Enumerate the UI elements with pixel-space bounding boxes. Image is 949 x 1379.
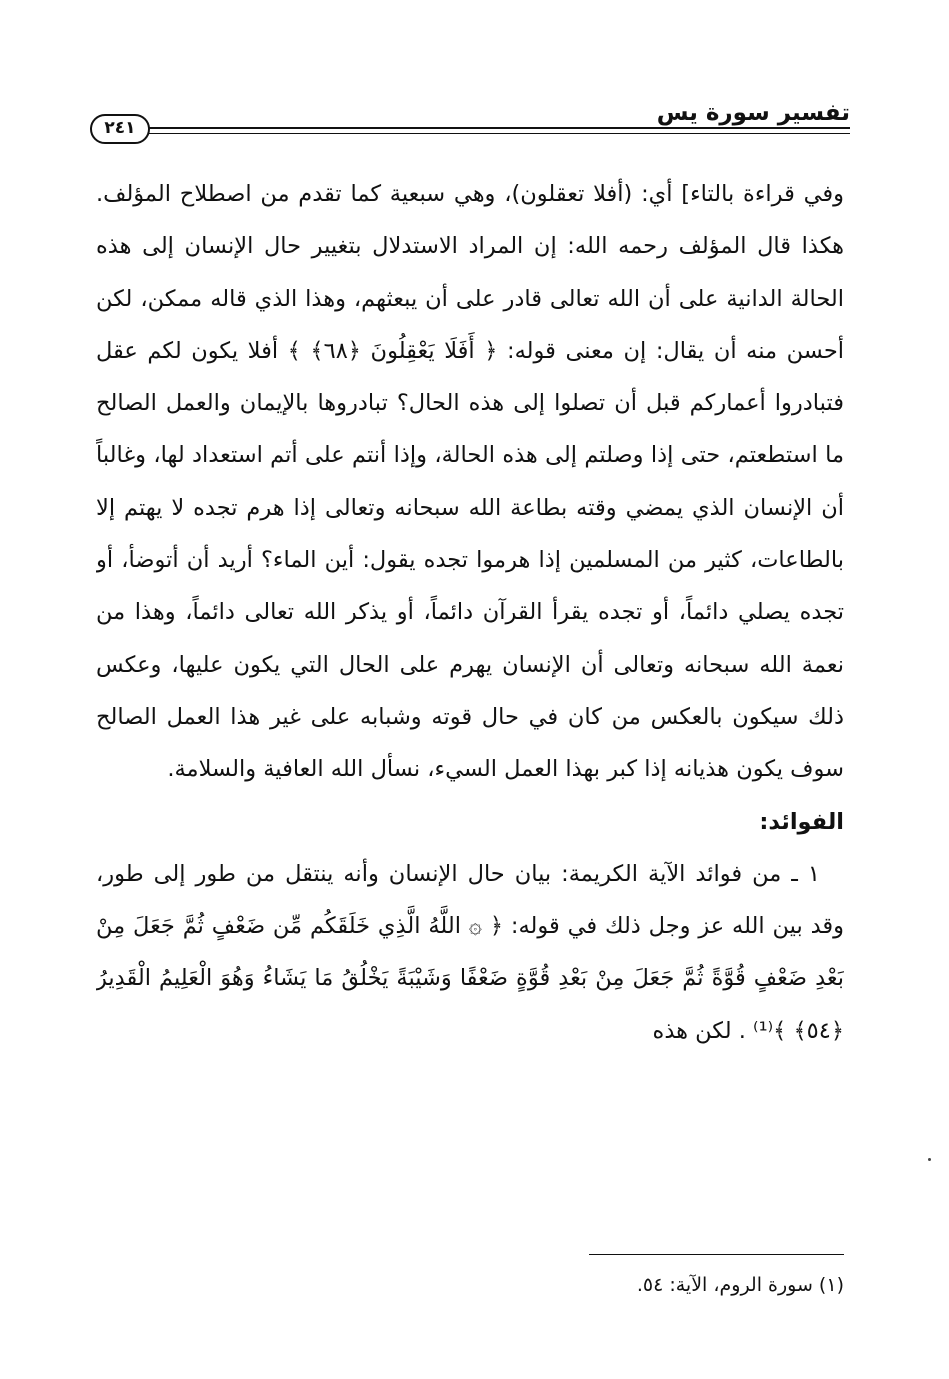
page-number: ٢٤١: [90, 114, 150, 144]
margin-speck: [928, 1158, 931, 1161]
body-text: [96, 168, 844, 1238]
paragraph-1: وفي قراءة بالتاء] أي: (أفلا تعقلون)، وهي سبعية كما تقدم من اصطلاح المؤلف. هكذا قال المؤلف رحمه الله: إن المراد الاستدلال بتغيير حال الإنسان إلى هذه الحالة الدانية على أن الله تعالى قادر على أن يبعثهم، وهذا الذي قاله ممكن، لكن أحسن منه أن يقال: إن معنى قوله: ﴿ أَفَلَا يَعْقِلُونَ ﴿٦٨﴾ ﴾ أفلا يكون لكم عقل فتبادروا أعماركم قبل أن تصلوا إلى هذه الحال؟ تبادروها بالإيمان والعمل الصالح ما استطعتم، حتى إذا وصلتم إلى هذه الحالة، وإذا أنتم على أتم استعداد لها، وغالباً أن الإنسان الذي يمضي وقته بطاعة الله سبحانه وتعالى إذا هرم تجده لا يهتم إلا بالطاعات، كثير من المسلمين إذا هرموا تجده يقول: أين الماء؟ أريد أن أتوضأ، أو تجده يصلي دائماً، أو تجده يقرأ القرآن دائماً، أو يذكر الله تعالى دائماً، وهذا من نعمة الله سبحانه وتعالى أن الإنسان يهرم على الحال التي يكون عليها، وعكس ذلك سيكون بالعكس من كان في حال قوته وشبابه على غير هذا العمل الصالح سوف يكون هذيانه إذا كبر بهذا العمل السيء، نسأل الله العافية والسلامة.: [96, 181, 844, 783]
footnote: (١) سورة الروم، الآية: ٥٤.: [636, 1274, 844, 1296]
header-rule: [148, 127, 850, 134]
header-title: تفسير سورة يس: [656, 100, 850, 126]
section-heading: الفوائد:: [759, 808, 844, 835]
running-header: [90, 98, 850, 150]
paragraph-2: ١ ـ من فوائد الآية الكريمة: بيان حال الإنسان وأنه ينتقل من طور إلى طور، وقد بين الله عز وجل ذلك في قوله: ﴿ ۞ اللَّهُ الَّذِي خَلَقَكُم مِّن ضَعْفٍ ثُمَّ جَعَلَ مِنْ بَعْدِ ضَعْفٍ قُوَّةً ثُمَّ جَعَلَ مِنْ بَعْدِ قُوَّةٍ ضَعْفًا وَشَيْبَةً يَخْلُقُ مَا يَشَاءُ وَهُوَ الْعَلِيمُ الْقَدِيرُ ﴿٥٤﴾ ﴾⁽¹⁾ . لكن هذه: [96, 860, 844, 1044]
footnote-separator: [589, 1254, 844, 1255]
